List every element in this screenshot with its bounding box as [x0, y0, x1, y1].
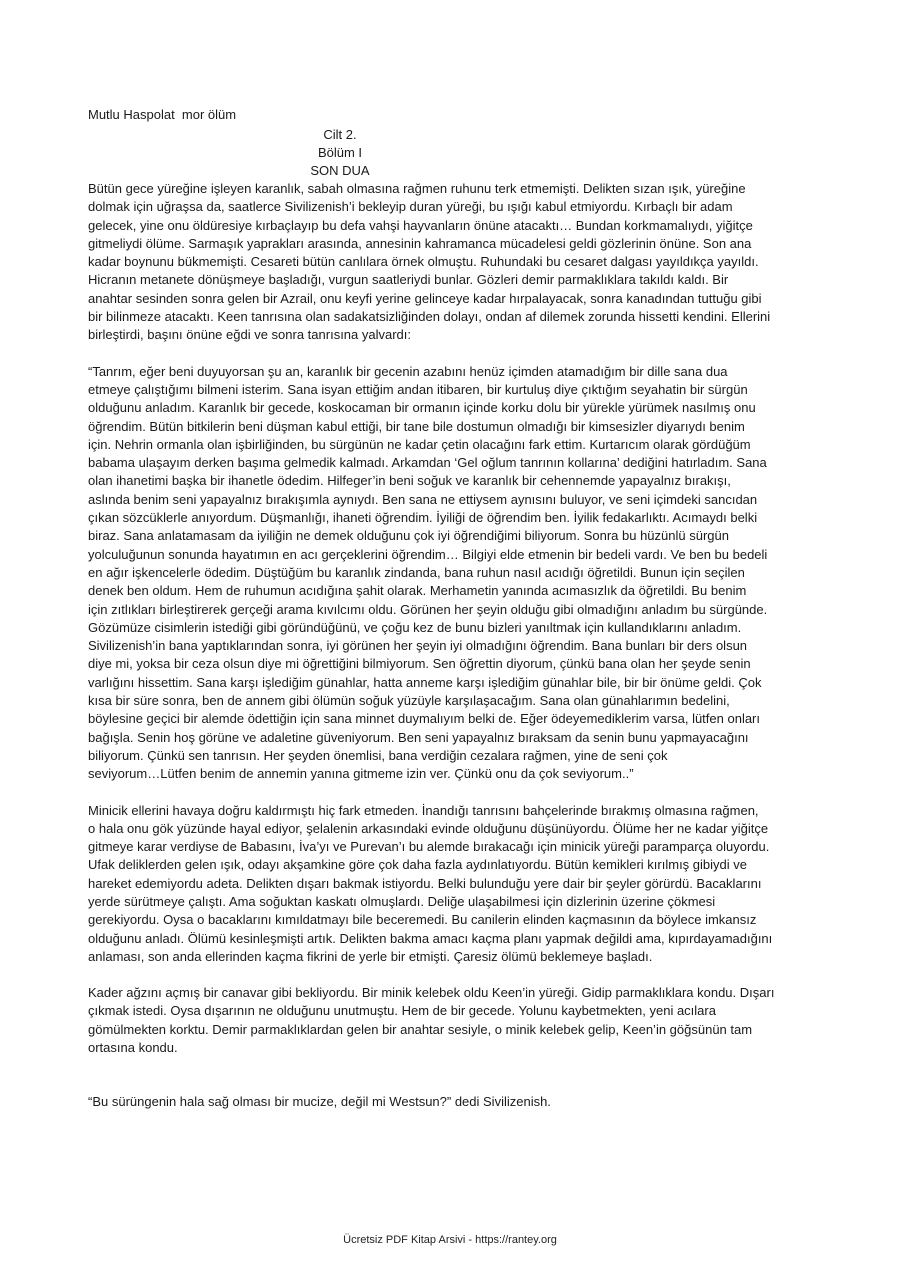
paragraph-prayer: “Tanrım, eğer beni duyuyorsan şu an, karanlık bir gecenin azabını henüz içimden atamadığım bir dille sana dua etmeye çalıştığımı bilmeni isterim. Sana isyan ettiğim andan itibaren, bir kurtuluş diye çıktığım seyahatin bir sürgün olduğunu anladım. Karanlık bir gecede, koskocaman bir ormanın içinde korku dolu bir yürekle yürümek nasılmış onu öğrendim. Bütün bitkilerin beni düşman kabul ettiği, bir tane bile dostumun olmadığı bir kimsesizler diyarıydı benim için. Nehrin ormanla olan işbirliğinden, bu sürgünün ne kadar çetin olacağını fark ettim. Kurtarıcım olarak gördüğüm babama ulaşayım derken başıma gelmedik kalmadı. Arkamdan ‘Gel oğlum tanrının kollarına’ dediğini hatırladım. Sana olan ihanetimi başka bir ihanetle ödedim. Hilfeger’in beni soğuk ve karanlık bir cehennemde yapayalnız bırakışı, aslında benim seni yapayalnız bırakışımla aynıydı. Ben sana ne ettiysem aynısını buluyor, ve seni içimdeki sancıdan çıkan sözcüklerle anıyordum. Düşmanlığı, ihaneti öğrendim. İyiliği de öğrendim ben. İyilik fedakarlıktı. Acımaydı belki biraz. Sana anlatamasam da iyiliğin ne demek olduğunu çok iyi öğrendiğimi biliyorum. Sonra bu hüzünlü sürgün yolculuğunun sonunda hayatımın en acı gerçeklerini öğrendim… Bilgiyi elde etmenin bir bedeli vardı. Ve ben bu bedeli en ağır işkencelerle ödedim. Düştüğüm bu karanlık zindanda, bana ruhun nasıl acıdığı öğretildi. Bunun için seçilen denek ben oldum. Hem de ruhumun acıdığına şahit olarak. Merhametin yanında acımasızlık da öğretildi. Bu benim için zıtlıkları birleştirerek gerçeği arama kıvılcımı oldu. Görünen her şeyin olduğu gibi olmadığını anladım bu sürgünde. Gözümüze cisimlerin istediği gibi göründüğünü, ve çoğu kez de bunu bizleri yanıltmak için kullandıklarını anladım. Sivilizenish’in bana yaptıklarından sonra, iyi görünen her şeyin iyi olmadığını öğrendim. Bana bunları bir ders olsun diye mi, yoksa bir ceza olsun diye mi öğrettiğini bilmiyorum. Sen öğrettin diyorum, çünkü bana olan her şeyde senin varlığını hissettim. Sana karşı işlediğim günahlar, hatta anneme karşı işlediğim günahlar bile, bir bir önüme geldi. Çok kısa bir süre sonra, ben de annem gibi ölümün soğuk yüzüyle karşılaşacağım. Sana olan günahlarımın bedelini, böylesine geçici bir alemde ödettiğin için sana minnet duymalıyım belki de. Eğer ödeyemediklerim varsa, lütfen onları bağışla. Senin hoş görüne ve adaletine güveniyorum. Ben seni yapayalnız bıraksam da senin bunu yapmayacağını biliyorum. Çünkü sen tanrısın. Her şeyden önemlisi, bana verdiğin cezalara rağmen, yine de seni çok seviyorum…Lütfen benim de annemin yanına gitmeme izin ver. Çünkü onu da çok seviyorum..”: [88, 363, 768, 782]
body-text: [88, 180, 816, 1130]
author-title-line: Mutlu Haspolat mor ölüm: [88, 107, 237, 122]
chapter-label: Bölüm I: [317, 145, 363, 160]
paragraph-1: Bütün gece yüreğine işleyen karanlık, sabah olmasına rağmen ruhunu terk etmemişti. Delikten sızan ışık, yüreğine dolmak için uğraşsa da, saatlerce Sivilizenish’i bekleyip duran yüreği, bu ışığı kabul etmiyordu. Kırbaçlı bir adam gelecek, yine onu öldüresiye kırbaçlayıp bu defa vahşi hayvanların önüne atacaktı… Bundan korkmamalıydı, yiğitçe gitmeliydi ölüme. Sarmaşık yaprakları arasında, annesinin kahramanca mücadelesi geldi gözlerinin önüne. Son ana kadar boynunu bükmemişti. Cesareti bütün canlılara örnek olmuştu. Ruhundaki bu cesaret dalgası yayıldıkça yayıldı. Hicranın metanete dönüşmeye başladığı, vurgun saatleriydi bunlar. Gözleri demir parmaklıklara takıldı kaldı. Bir anahtar sesinden sonra gelen bir Azrail, onu keyfi yerine gelinceye kadar hırpalayacak, sonra kanadından tuttuğu gibi bir bilinmeze atacaktı. Keen tanrısına olan sadakatsizliğinden dolayı, ondan af dilemek zorunda hissetti kendini. Ellerini birleştirdi, başını önüne eğdi ve sonra tanrısına yalvardı:: [88, 181, 771, 343]
page-footer: Ücretsiz PDF Kitap Arsivi - https://rantey.org: [343, 1234, 557, 1246]
paragraph-3: Minicik ellerini havaya doğru kaldırmıştı hiç fark etmeden. İnandığı tanrısını bahçelerinde bırakmış olmasına rağmen, o hala onu gök yüzünde hayal ediyor, şelalenin arkasındaki evinde olduğunu düşünüyordu. Ölüme her ne kadar yiğitçe gitmeye karar verdiyse de Babasını, İva’yı ve Purevan’ı bu alemde bırakacağı için minicik yüreği paramparça oluyordu. Ufak deliklerden gelen ışık, odayı akşamkine göre çok daha fazla aydınlatıyordu. Bütün kemikleri kırılmış gibiydi ve hareket edemiyordu adeta. Delikten dışarı bakmak istiyordu. Belki bulunduğu yere dair bir şeyler görürdü. Bacaklarını yerde sürütmeye çalıştı. Ama soğuktan kaskatı olmuşlardı. Deliğe ulaşabilmesi için dizlerinin üzerine çökmesi gerekiyordu. Oysa o bacaklarını kımıldatmayı bile beceremedi. Bu canilerin elinden kaçmasının da böylece imkansız olduğunu anladı. Ölümü kesinleşmişti artık. Delikten bakma amacı kaçma planı yapmak değildi ama, kıpırdayamadığını anlaması, son anda ellerinden kaçma fikrini de yerle bir etmişti. Çaresiz ölümü beklemeye başladı.: [88, 802, 773, 964]
paragraph-dialogue: “Bu sürüngenin hala sağ olması bir mucize, değil mi Westsun?” dedi Sivilizenish.: [88, 1094, 551, 1110]
chapter-heading: [280, 126, 400, 180]
chapter-title: SON DUA: [310, 163, 370, 178]
paragraph-4: Kader ağzını açmış bir canavar gibi bekliyordu. Bir minik kelebek oldu Keen’in yüreği. Gidip parmaklıklara kondu. Dışarı çıkmak istedi. Oysa dışarının ne olduğunu unutmuştu. Hem de bir gecede. Yolunu kaybetmekten, yeni acılara gömülmekten korktu. Demir parmaklıklardan gelen bir anahtar sesiyle, o minik kelebek gelip, Keen’in göğsünün tam ortasına kondu.: [88, 985, 775, 1056]
volume-label: Cilt 2.: [323, 127, 357, 142]
